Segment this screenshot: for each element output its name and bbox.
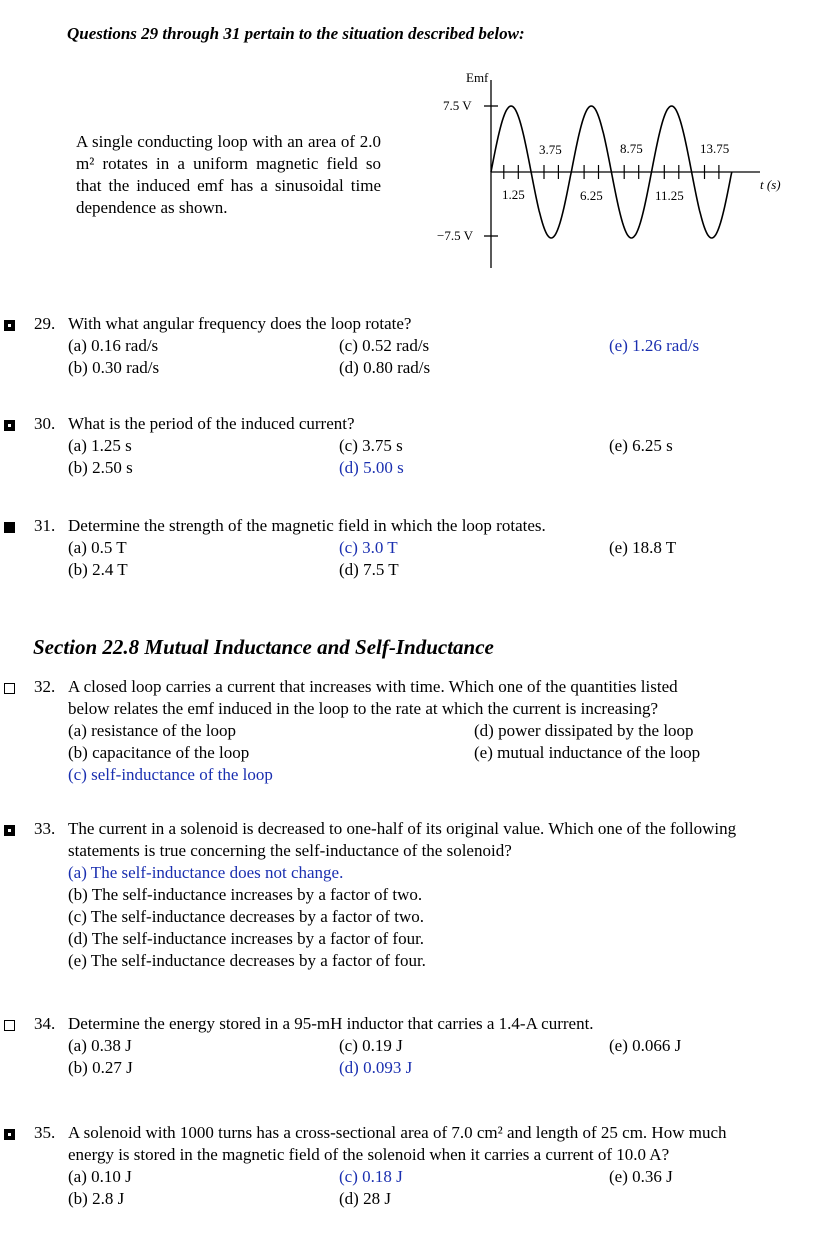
questions-header: Questions 29 through 31 pertain to the situation described below: (67, 24, 525, 43)
question-31-marker[interactable] (4, 522, 15, 533)
question-35-marker[interactable] (4, 1129, 15, 1140)
option-a[interactable]: (a) 0.38 J (68, 1036, 132, 1055)
option-c[interactable]: (c) 0.19 J (339, 1036, 403, 1055)
option-d[interactable]: (d) 0.093 J (339, 1058, 413, 1077)
option-d[interactable]: (d) 7.5 T (339, 560, 399, 579)
option-a[interactable]: (a) 0.5 T (68, 538, 127, 557)
question-number: 29. (34, 314, 56, 333)
y-axis-label: Emf (466, 70, 489, 85)
question-number: 30. (34, 414, 56, 433)
question-stem: A solenoid with 1000 turns has a cross-sectional area of 7.0 cm² and length of 25 cm. How much (68, 1123, 727, 1142)
option-e[interactable]: (e) 6.25 s (609, 436, 673, 455)
option-d[interactable]: (d) 0.80 rad/s (339, 358, 431, 377)
question-stem: energy is stored in the magnetic field of the solenoid when it carries a current of 10.0 A? (68, 1145, 670, 1164)
option-c[interactable]: (c) 3.75 s (339, 436, 403, 455)
tick-label-6.25: 6.25 (580, 188, 603, 203)
option-e[interactable]: (e) mutual inductance of the loop (474, 743, 701, 762)
question-number: 35. (34, 1123, 56, 1142)
option-e[interactable]: (e) The self-inductance decreases by a factor of four. (68, 951, 426, 970)
question-number: 33. (34, 819, 56, 838)
question-stem: The current in a solenoid is decreased to one-half of its original value. Which one of the following (68, 819, 737, 838)
option-d[interactable]: (d) power dissipated by the loop (474, 721, 694, 740)
option-e[interactable]: (e) 0.066 J (609, 1036, 682, 1055)
tick-label-1.25: 1.25 (502, 187, 525, 202)
y-tick-label-top: 7.5 V (443, 98, 472, 113)
tick-label-8.75: 8.75 (620, 141, 643, 156)
option-d[interactable]: (d) The self-inductance increases by a factor of four. (68, 929, 425, 948)
question-34-marker[interactable] (4, 1020, 15, 1031)
option-e[interactable]: (e) 0.36 J (609, 1167, 673, 1186)
option-b[interactable]: (b) capacitance of the loop (68, 743, 250, 762)
option-a[interactable]: (a) 0.16 rad/s (68, 336, 159, 355)
option-c[interactable]: (c) 0.18 J (339, 1167, 403, 1186)
option-c[interactable]: (c) self-inductance of the loop (68, 765, 273, 784)
situation-text: A single conducting loop with an area of 2.0 m² rotates in a uniform magnetic field so that the induced emf has a sinusoidal time dependence as shown. (76, 132, 381, 217)
question-stem: Determine the energy stored in a 95-mH inductor that carries a 1.4-A current. (68, 1014, 594, 1033)
question-stem: statements is true concerning the self-inductance of the solenoid? (68, 841, 512, 860)
option-c[interactable]: (c) 3.0 T (339, 538, 398, 557)
option-e[interactable]: (e) 18.8 T (609, 538, 677, 557)
option-b[interactable]: (b) 0.30 rad/s (68, 358, 160, 377)
option-a[interactable]: (a) 1.25 s (68, 436, 132, 455)
question-29-marker[interactable] (4, 320, 15, 331)
question-number: 31. (34, 516, 56, 535)
option-b[interactable]: (b) 2.4 T (68, 560, 128, 579)
option-d[interactable]: (d) 28 J (339, 1189, 391, 1208)
tick-label-3.75: 3.75 (539, 142, 562, 157)
option-a[interactable]: (a) 0.10 J (68, 1167, 132, 1186)
question-30-marker[interactable] (4, 420, 15, 431)
question-32-marker[interactable] (4, 683, 15, 694)
question-stem: A closed loop carries a current that increases with time. Which one of the quantities listed (68, 677, 678, 696)
question-stem: below relates the emf induced in the loop to the rate at which the current is increasing? (68, 699, 659, 718)
option-d[interactable]: (d) 5.00 s (339, 458, 404, 477)
option-c[interactable]: (c) 0.52 rad/s (339, 336, 430, 355)
tick-label-11.25: 11.25 (655, 188, 684, 203)
question-number: 34. (34, 1014, 56, 1033)
option-b[interactable]: (b) The self-inductance increases by a factor of two. (68, 885, 423, 904)
emf-graph (0, 0, 816, 280)
x-axis-label: t (s) (760, 177, 781, 192)
question-stem: With what angular frequency does the loop rotate? (68, 314, 412, 333)
option-a[interactable]: (a) The self-inductance does not change. (68, 863, 344, 882)
y-tick-label-bottom: −7.5 V (437, 228, 473, 243)
tick-label-13.75: 13.75 (700, 141, 730, 156)
question-33-marker[interactable] (4, 825, 15, 836)
section-title: Section 22.8 Mutual Inductance and Self-Inductance (33, 635, 494, 659)
question-stem: Determine the strength of the magnetic field in which the loop rotates. (68, 516, 546, 535)
option-c[interactable]: (c) The self-inductance decreases by a factor of two. (68, 907, 425, 926)
option-b[interactable]: (b) 2.50 s (68, 458, 133, 477)
option-e[interactable]: (e) 1.26 rad/s (609, 336, 700, 355)
question-stem: What is the period of the induced current? (68, 414, 355, 433)
option-a[interactable]: (a) resistance of the loop (68, 721, 237, 740)
option-b[interactable]: (b) 0.27 J (68, 1058, 133, 1077)
question-number: 32. (34, 677, 56, 696)
option-b[interactable]: (b) 2.8 J (68, 1189, 125, 1208)
